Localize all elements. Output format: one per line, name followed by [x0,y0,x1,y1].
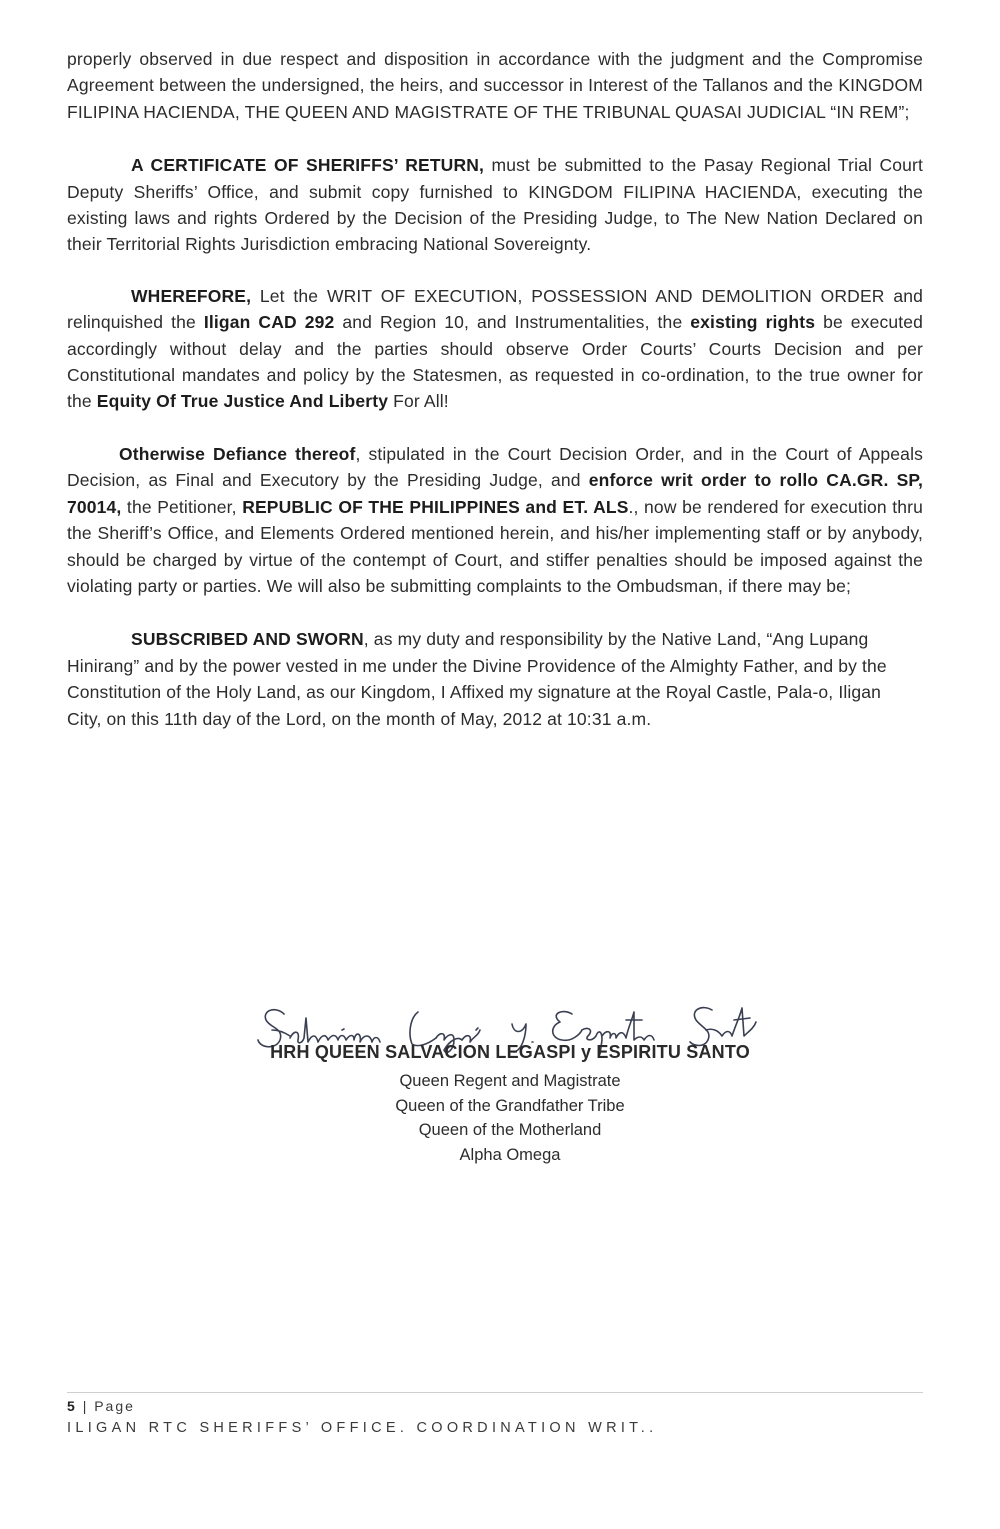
signer-title: Queen Regent and Magistrate [399,1072,621,1090]
paragraph-compromise [67,46,923,125]
emphasis-equity: Equity Of True Justice And Liberty [96,391,389,412]
paragraph-text: Let the WRIT OF EXECUTION, POSSESSION AND DEMOLITION ORDER and relinquished the [67,285,923,333]
footer-divider [67,1392,923,1393]
emphasis-rights: existing rights [690,312,816,333]
emphasis-cad: Iligan CAD 292 [203,312,335,333]
signature-block [210,1042,810,1167]
signer-title: Queen of the Motherland [418,1121,602,1139]
paragraph-wherefore [67,283,923,415]
paragraph-lead: SUBSCRIBED AND SWORN [131,629,364,650]
paragraph-text: , as my duty and responsibility by the Native Land, “Ang Lupang Hinirang” and by the power vested in me under the Divine Providence of the Almighty Father, and by the Constitution of the Holy Land, as our Kingdom, I Affixed my signature at the Royal Castle, Pala-o, Iligan City, on this 11th day of the Lord, on the month of May, 2012 at 10:31 a.m. [67,629,887,729]
paragraph-subscribed-sworn [67,626,917,732]
emphasis-writ: enforce writ order to rollo CA.GR. SP, 70014, [67,470,923,517]
paragraph-text: and Region 10, and Instrumentalities, the [334,312,691,333]
paragraph-text: must be submitted to the Pasay Regional Trial Court Deputy Sheriffs’ Office, and submit copy furnished to KINGDOM FILIPINA HACIENDA, executing the existing laws and rights Ordered by the Decision of the Presiding Judge, to The New Nation Declared on their Territorial Rights Jurisdiction embracing National Sovereignty. [67,155,924,255]
paragraph-text: the Petitioner, [121,496,243,517]
paragraph-text: , stipulated in the Court Decision Order, and in the Court of Appeals Decision, as Final and Executory by the Presiding Judge, and [67,443,924,491]
signer-title: Alpha Omega [459,1145,561,1164]
page-number [67,1398,135,1414]
paragraph-text: properly observed in due respect and disposition in accordance with the judgment and the Compromise Agreement between the undersigned, the heirs, and successor in Interest of the Tallanos and the KINGDOM FILIPINA HACIENDA, THE QUEEN AND MAGISTRATE OF THE TRIBUNAL QUASAI JUDICIAL “IN REM”; [67,49,923,122]
document-body [67,46,923,732]
page-label: | Page [82,1398,135,1414]
paragraph-lead: WHEREFORE, [131,285,252,306]
signer-title: Queen of the Grandfather Tribe [395,1096,625,1115]
footer-document-title: ILIGAN RTC SHERIFFS’ OFFICE. COORDINATION WRIT.. [67,1420,658,1436]
page-number-value: 5 [67,1398,77,1414]
paragraph-defiance [67,441,923,599]
emphasis-petitioner: REPUBLIC OF THE PHILIPPINES and ET. ALS [242,496,629,517]
paragraph-text: be executed accordingly without delay and the parties should observe Order Courts’ Courts Decision and per Constitutional mandates and policy by the Statesmen, as requested in co-ordination, to the true owner for the [67,312,924,412]
signer-name: HRH QUEEN SALVACION LEGASPI y ESPIRITU SANTO [270,1042,750,1062]
paragraph-text: ., now be rendered for execution thru the Sheriff’s Office, and Elements Ordered mentioned herein, and his/her implementing staff or by anybody, should be charged by virtue of the contempt of Court, and stiffer penalties should be imposed against the violating party or parties. We will also be submitting complaints to the Ombudsman, if there may be; [67,496,923,596]
paragraph-lead: Otherwise Defiance thereof [119,443,356,464]
paragraph-text: For All! [388,391,449,412]
paragraph-sheriffs-return [67,152,923,258]
paragraph-lead: A CERTIFICATE OF SHERIFFS’ RETURN, [131,155,485,176]
